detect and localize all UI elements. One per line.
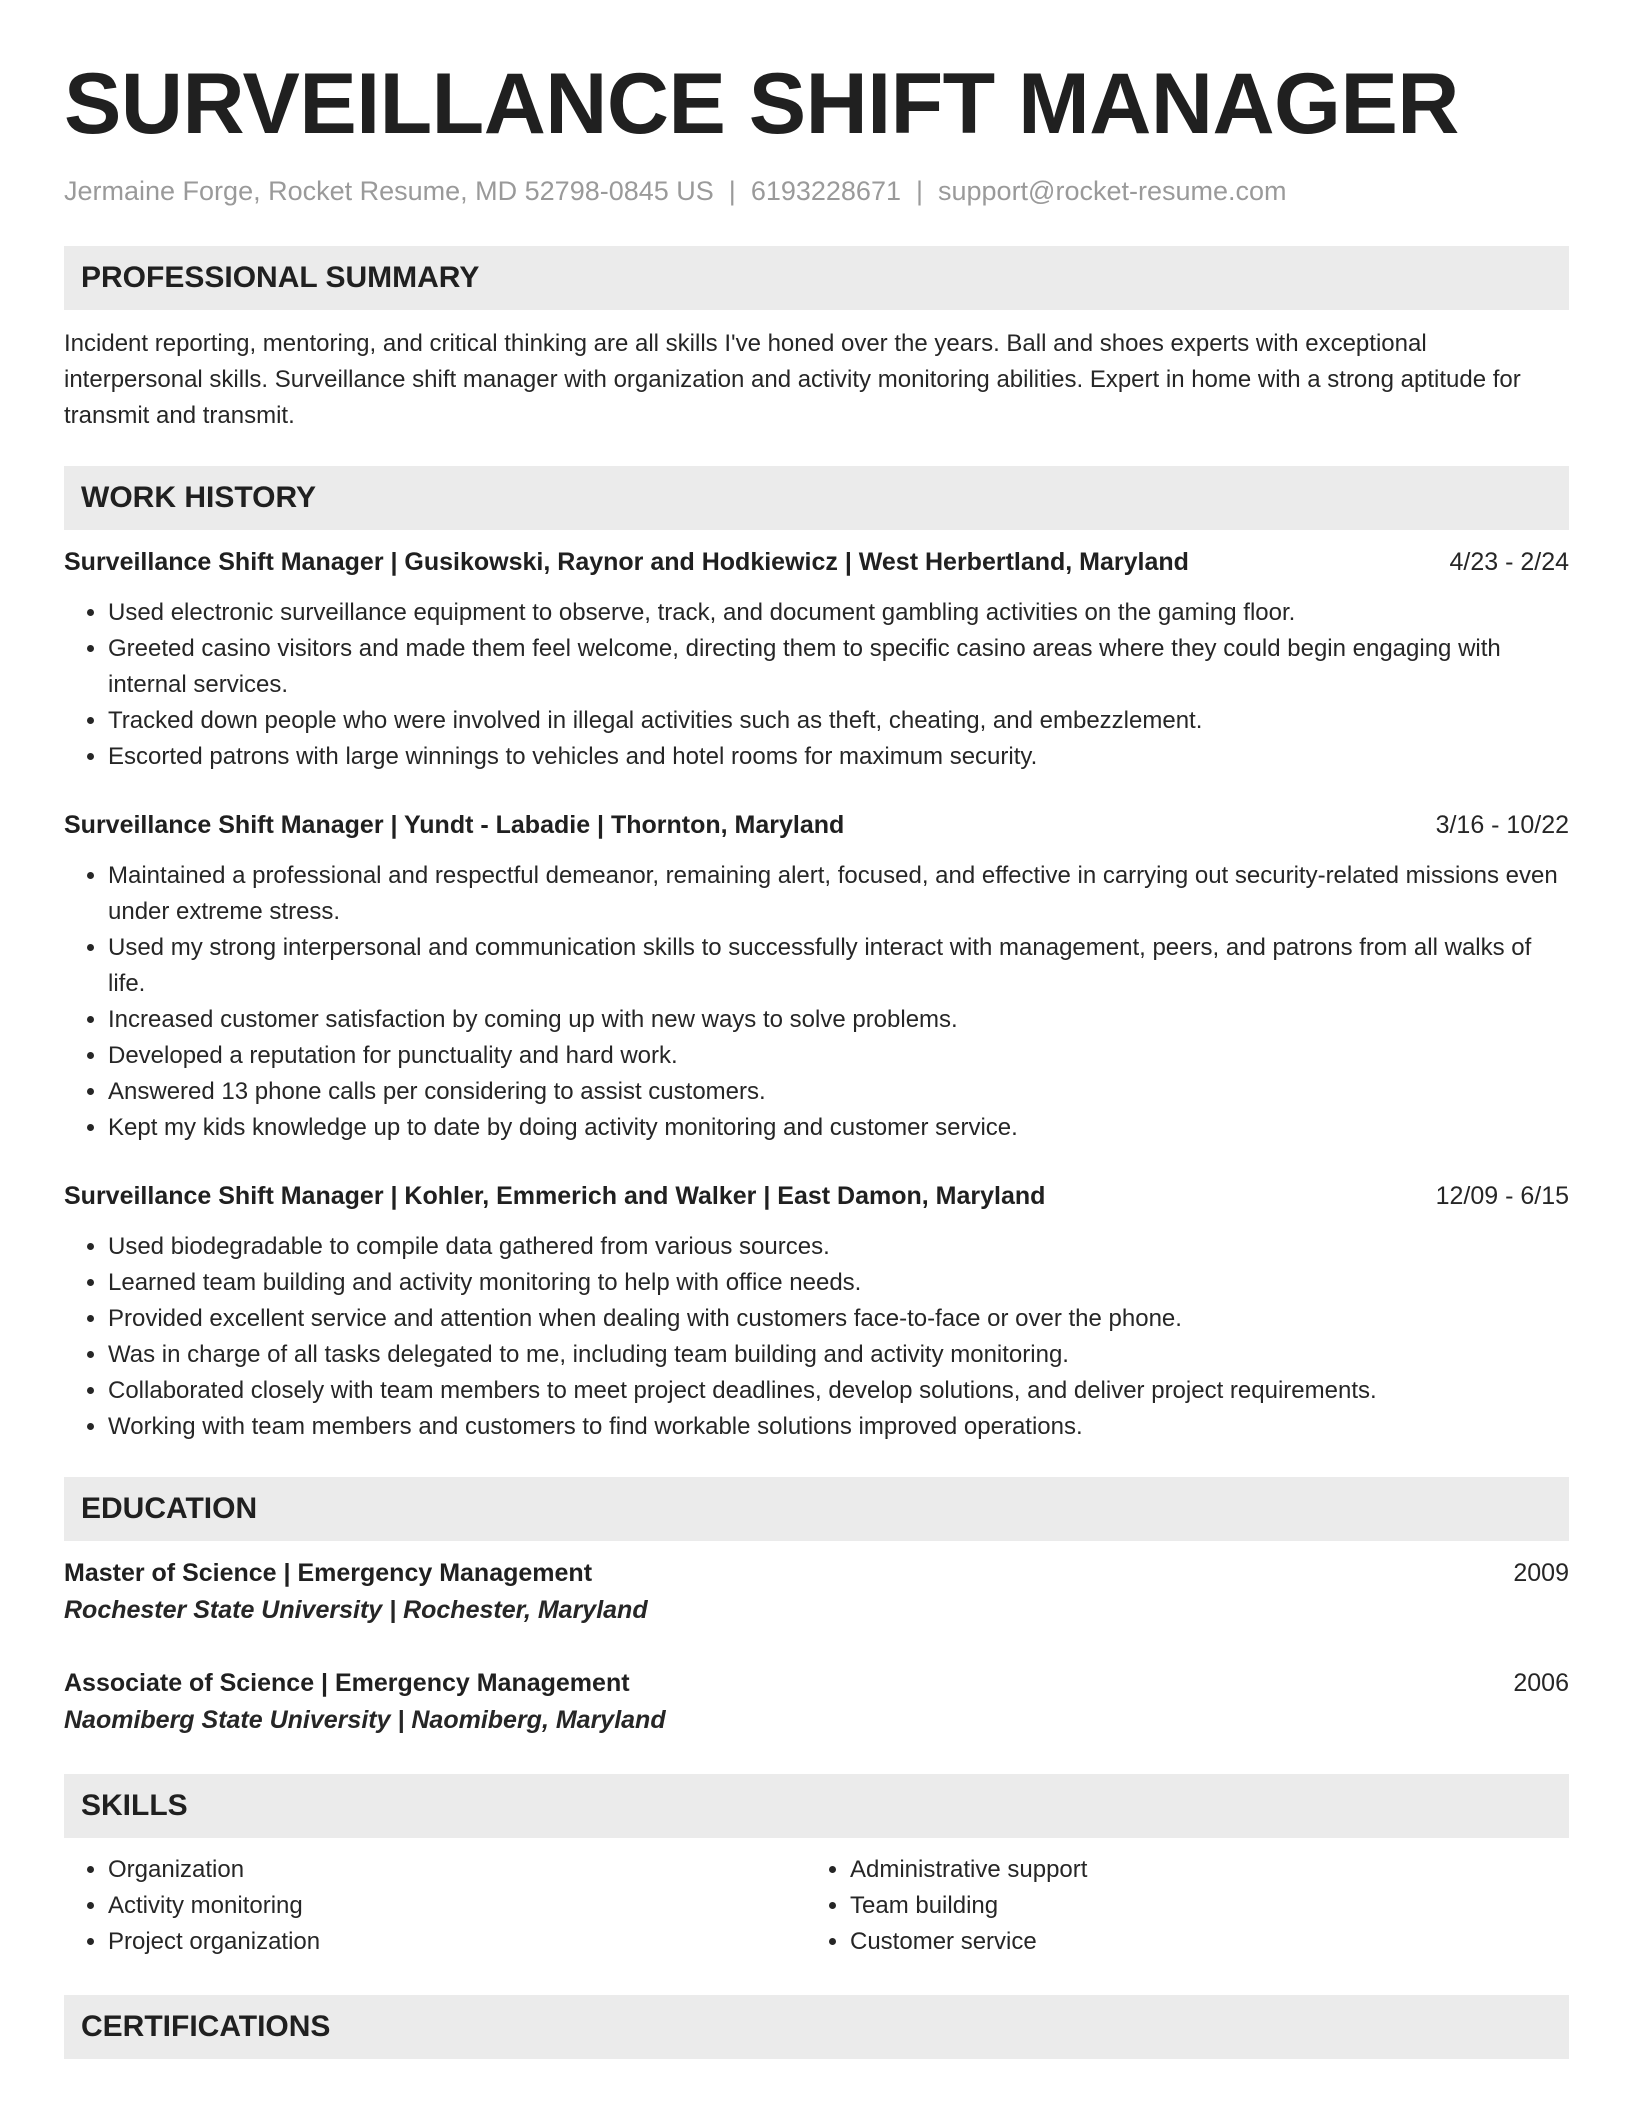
job-bullets (64, 1229, 1569, 1445)
job-entry (64, 807, 1569, 1146)
list-item: • Used my strong interpersonal and communication skills to successfully interact with management, peers, and patrons from all walks of life. (108, 930, 1569, 1002)
section-header-work-history: WORK HISTORY (64, 466, 1569, 530)
section-header-summary: PROFESSIONAL SUMMARY (64, 246, 1569, 310)
job-title: Surveillance Shift Manager | Gusikowski, Raynor and Hodkiewicz | West Herbertland, Maryland (64, 548, 1189, 577)
job-header (64, 807, 1569, 843)
education-year: 2009 (1513, 1559, 1569, 1588)
job-header (64, 1178, 1569, 1214)
list-item: • Greeted casino visitors and made them feel welcome, directing them to specific casino areas where they could begin engaging with internal services. (108, 631, 1569, 703)
list-item: • Escorted patrons with large winnings to vehicles and hotel rooms for maximum security. (108, 739, 1569, 775)
job-bullets (64, 595, 1569, 775)
list-item: • Tracked down people who were involved in illegal activities such as theft, cheating, and embezzlement. (108, 703, 1569, 739)
resume-title: SURVEILLANCE SHIFT MANAGER (64, 56, 1459, 152)
education-degree: Associate of Science | Emergency Management (64, 1669, 630, 1698)
list-item: • Developed a reputation for punctuality and hard work. (108, 1038, 1569, 1074)
education-year: 2006 (1513, 1669, 1569, 1698)
list-item: • Working with team members and customers to find workable solutions improved operations. (108, 1409, 1569, 1445)
list-item: • Maintained a professional and respectful demeanor, remaining alert, focused, and effective in carrying out security-related missions even under extreme stress. (108, 858, 1569, 930)
section-header-certifications: CERTIFICATIONS (64, 1995, 1569, 2059)
list-item: • Provided excellent service and attention when dealing with customers face-to-face or over the phone. (108, 1301, 1569, 1337)
education-school: Rochester State University | Rochester, Maryland (64, 1596, 648, 1625)
list-item: • Learned team building and activity monitoring to help with office needs. (108, 1265, 1569, 1301)
skills-column-left (64, 1838, 806, 1960)
skills-column-right (806, 1838, 1548, 1960)
list-item: • Increased customer satisfaction by coming up with new ways to solve problems. (108, 1002, 1569, 1038)
job-bullets (64, 858, 1569, 1146)
job-entry (64, 1178, 1569, 1445)
skill-item: • Organization (108, 1852, 806, 1888)
list-item: • Kept my kids knowledge up to date by doing activity monitoring and customer service. (108, 1110, 1569, 1146)
skill-item: • Activity monitoring (108, 1888, 806, 1924)
education-entry (64, 1665, 1569, 1739)
job-entry (64, 544, 1569, 775)
list-item: • Collaborated closely with team members to meet project deadlines, develop solutions, and deliver project requirements. (108, 1373, 1569, 1409)
skills-bullets (806, 1852, 1548, 1960)
list-item: • Was in charge of all tasks delegated to me, including team building and activity monitoring. (108, 1337, 1569, 1373)
education-header (64, 1665, 1569, 1702)
skills-list (64, 1838, 1569, 1960)
contact-phone: 6193228671 (750, 176, 901, 206)
contact-line (64, 175, 1569, 207)
job-dates: 4/23 - 2/24 (1449, 548, 1569, 577)
skill-item: • Administrative support (850, 1852, 1548, 1888)
contact-separator: | (728, 176, 736, 206)
education-entry (64, 1555, 1569, 1629)
list-item: • Used electronic surveillance equipment to observe, track, and document gambling activities on the gaming floor. (108, 595, 1569, 631)
contact-separator: | (915, 176, 923, 206)
skills-bullets (64, 1852, 806, 1960)
summary-text: Incident reporting, mentoring, and critical thinking are all skills I've honed over the years. Ball and shoes experts with exceptional interpersonal skills. Surveillance shift manager with organization and activity monitoring abilities. Expert in home with a strong aptitude for transmit and transmit. (64, 330, 1521, 430)
job-title: Surveillance Shift Manager | Kohler, Emmerich and Walker | East Damon, Maryland (64, 1182, 1046, 1211)
section-header-skills: SKILLS (64, 1774, 1569, 1838)
skill-item: • Project organization (108, 1924, 806, 1960)
skill-item: • Team building (850, 1888, 1548, 1924)
education-header (64, 1555, 1569, 1592)
contact-address: Jermaine Forge, Rocket Resume, MD 52798-0845 US (64, 176, 714, 206)
skill-item: • Customer service (850, 1924, 1548, 1960)
job-title: Surveillance Shift Manager | Yundt - Labadie | Thornton, Maryland (64, 811, 845, 840)
section-header-education: EDUCATION (64, 1477, 1569, 1541)
job-header (64, 544, 1569, 580)
job-dates: 3/16 - 10/22 (1435, 811, 1569, 840)
contact-email: support@rocket-resume.com (938, 176, 1287, 206)
education-school: Naomiberg State University | Naomiberg, Maryland (64, 1706, 666, 1735)
education-degree: Master of Science | Emergency Management (64, 1559, 593, 1588)
list-item: • Used biodegradable to compile data gathered from various sources. (108, 1229, 1569, 1265)
job-dates: 12/09 - 6/15 (1435, 1182, 1569, 1211)
list-item: • Answered 13 phone calls per considering to assist customers. (108, 1074, 1569, 1110)
